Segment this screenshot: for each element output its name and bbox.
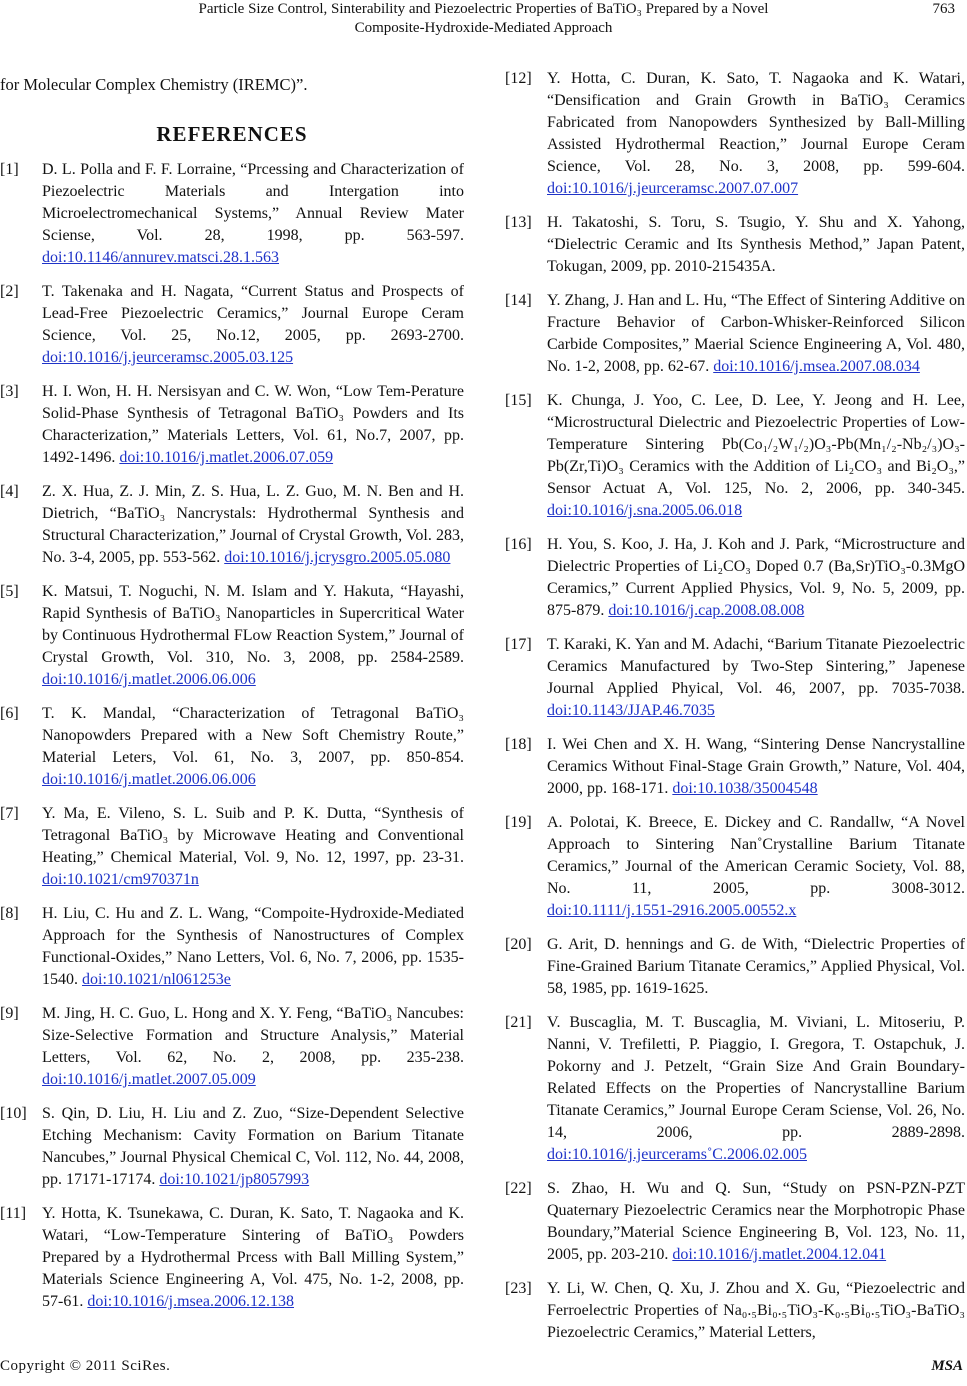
reference-number: [3] — [0, 383, 19, 400]
reference-body — [42, 903, 464, 991]
doi-link[interactable]: doi:10.1016/j.msea.2007.08.034 — [713, 358, 920, 375]
reference-number: [6] — [0, 705, 19, 722]
reference-body — [42, 703, 464, 791]
reference-number: [18] — [505, 736, 532, 753]
reference-body — [547, 1012, 965, 1166]
reference-number: [10] — [0, 1105, 27, 1122]
reference-number: [21] — [505, 1014, 532, 1031]
reference-number: [16] — [505, 536, 532, 553]
reference-body — [547, 290, 965, 378]
reference-body — [547, 1178, 965, 1266]
right-column — [505, 68, 965, 1356]
reference-text: Y. Ma, E. Vileno, S. L. Suib and P. K. Dutta, “Synthesis of Tetragonal BaTiO₃ by Microwave Heating and Conventional Heating,” Chemical Material, Vol. 9, No. 12, 1997, pp. 23-31. — [42, 805, 464, 866]
reference-body — [42, 1103, 464, 1191]
reference-body — [42, 381, 464, 469]
reference-number: [19] — [505, 814, 532, 831]
header-title-line1: Particle Size Control, Sinterability and Piezoelectric Properties of BaTiO₃ Prepared by a Novel — [198, 1, 769, 17]
reference-body — [547, 934, 965, 1000]
reference-text: K. Matsui, T. Noguchi, N. M. Islam and Y. Hakuta, “Hayashi, Rapid Synthesis of BaTiO₃ Nanoparticles in Supercritical Water by Continuous Hydrothermal FLow Reaction System,” Journal of Crystal Growth, Vol. 310, No. 3, 2008, pp. 2584-2589. — [42, 583, 464, 666]
reference-number: [7] — [0, 805, 19, 822]
doi-link[interactable]: doi:10.1016/j.jeurceramsc.2007.07.007 — [547, 180, 799, 197]
reference-number: [8] — [0, 905, 19, 922]
reference-item — [505, 290, 965, 378]
reference-number: [4] — [0, 483, 19, 500]
reference-item — [505, 934, 965, 1000]
copyright-notice: Copyright © 2011 SciRes. — [0, 1358, 171, 1374]
reference-body — [547, 534, 965, 622]
reference-number: [13] — [505, 214, 532, 231]
reference-text: H. Takatoshi, S. Toru, S. Tsugio, Y. Shu and X. Yahong, “Dielectric Ceramic and Its Synthesis Method,” Japan Patent, Tokugan, 2009, pp. 2010-215435A. — [547, 214, 965, 275]
reference-body — [42, 1203, 464, 1313]
reference-body — [547, 734, 965, 800]
reference-item — [0, 381, 464, 469]
reference-body — [547, 634, 965, 722]
reference-body — [42, 803, 464, 891]
reference-item — [0, 581, 464, 691]
reference-list-left — [0, 159, 464, 1313]
reference-item — [505, 1278, 965, 1344]
reference-text: H. You, S. Koo, J. Ha, J. Koh and J. Park, “Microstructure and Dielectric Properties of Li₂CO₃ Doped 0.7 (Ba,Sr)TiO₃-0.3MgO Ceramics,” Current Applied Physics, Vol. 9, No. 5, 2009, pp. 875-879. — [547, 536, 965, 619]
reference-text: H. I. Won, H. H. Nersisyan and C. W. Won, “Low Tem-Perature Solid-Phase Synthesis of Tetragonal BaTiO₃ Powders and Its Characterization,” Materials Letters, Vol. 61, No.7, 2007, pp. 1492-1496. — [42, 383, 464, 466]
page-number: 763 — [932, 1, 955, 17]
reference-item — [0, 1003, 464, 1091]
reference-text: G. Arit, D. hennings and G. de With, “Dielectric Properties of Fine-Grained Barium Titanate Ceramics,” Applied Physical, Vol. 58, 1985, pp. 1619-1625. — [547, 936, 965, 997]
header-title-line2: Composite-Hydroxide-Mediated Approach — [354, 20, 613, 36]
reference-number: [12] — [505, 70, 532, 87]
reference-text: H. Liu, C. Hu and Z. L. Wang, “Compoite-Hydroxide-Mediated Approach for the Synthesis of Nanostructures of Complex Functional-Oxides,” Nano Letters, Vol. 6, No. 7, 2006, pp. 1535-1540. — [42, 905, 464, 988]
reference-body — [42, 481, 464, 569]
reference-item — [0, 1203, 464, 1313]
doi-link[interactable]: doi:10.1016/j.matlet.2006.06.006 — [42, 771, 256, 788]
reference-text: M. Jing, H. C. Guo, L. Hong and X. Y. Feng, “BaTiO₃ Nancubes: Size-Selective Formation and Structure Analysis,” Material Letters, Vol. 62, No. 2, 2008, pp. 235-238. — [42, 1005, 464, 1066]
reference-item — [0, 281, 464, 369]
reference-text: K. Chunga, J. Yoo, C. Lee, D. Lee, Y. Jeong and H. Lee, “Microstructural Dielectric and Piezoelectric Properties of Low-Temperature Sintering Pb(Co₁/₂W₁/₂)O₃-Pb(Mn₁/₂-Nb₂/₃)O₃-Pb(Zr,Ti)O₃ Ceramics with the Addition of Li₂CO₃ and Bi₂O₃,” Sensor Actuat A, Vol. 125, No. 2, 2006, pp. 340-345. — [547, 392, 965, 497]
reference-item — [0, 159, 464, 269]
reference-body — [42, 1003, 464, 1091]
reference-item — [505, 734, 965, 800]
doi-link[interactable]: doi:10.1016/j.jeurceramsc.2005.03.125 — [42, 349, 294, 366]
reference-number: [15] — [505, 392, 532, 409]
doi-link[interactable]: doi:10.1016/j.matlet.2004.12.041 — [672, 1246, 887, 1263]
reference-number: [22] — [505, 1180, 532, 1197]
reference-number: [17] — [505, 636, 532, 653]
reference-item — [505, 68, 965, 200]
left-column — [0, 68, 464, 1325]
reference-body — [42, 581, 464, 691]
reference-item — [0, 903, 464, 991]
doi-link[interactable]: doi:10.1016/j.matlet.2006.07.059 — [119, 449, 334, 466]
reference-number: [11] — [0, 1205, 27, 1222]
reference-body — [547, 68, 965, 200]
reference-text: A. Polotai, K. Breece, E. Dickey and C. Randallw, “A Novel Approach to Sintering Nan˚Crystalline Barium Titanate Ceramics,” Journal of the American Ceramic Society, Vol. 88, No. 11, 2005, pp. 3008-3012. — [547, 814, 965, 897]
doi-link[interactable]: doi:10.1016/j.msea.2006.12.138 — [87, 1293, 294, 1310]
doi-link[interactable]: doi:10.1016/j.matlet.2007.05.009 — [42, 1071, 256, 1088]
reference-text: Y. Hotta, C. Duran, K. Sato, T. Nagaoka and K. Watari, “Densification and Grain Growth in BaTiO₃ Ceramics Fabricated from Nanopowders Synthesized by Ball-Milling Assisted Hydrothermal Reaction,” Journal Europe Ceram Science, Vol. 28, No. 3, 2008, pp. 599-604. — [547, 70, 965, 175]
doi-link[interactable]: doi:10.1038/35004548 — [672, 780, 818, 797]
reference-item — [0, 1103, 464, 1191]
doi-link[interactable]: doi:10.1016/j.matlet.2006.06.006 — [42, 671, 256, 688]
reference-item — [505, 1178, 965, 1266]
reference-body — [42, 281, 464, 369]
journal-abbrev: MSA — [931, 1358, 963, 1374]
doi-link[interactable]: doi:10.1016/j.jeurcerams˚C.2006.02.005 — [547, 1146, 807, 1163]
running-header — [0, 0, 967, 44]
reference-number: [9] — [0, 1005, 19, 1022]
reference-text: T. Karaki, K. Yan and M. Adachi, “Barium Titanate Piezoelectric Ceramics Manufactured by Two-Step Sintering,” Japenese Journal Applied Phyical, Vol. 46, 2007, pp. 7035-7038. — [547, 636, 965, 697]
reference-text: I. Wei Chen and X. H. Wang, “Sintering Dense Nancrystalline Ceramics Without Final-Stage Grain Growth,” Nature, Vol. 404, 2000, pp. 168-171. — [547, 736, 965, 797]
doi-link[interactable]: doi:10.1016/j.cap.2008.08.008 — [608, 602, 805, 619]
reference-text: Z. X. Hua, Z. J. Min, Z. S. Hua, L. Z. Guo, M. N. Ben and H. Dietrich, “BaTiO₃ Nancrystals: Hydrothermal Synthesis and Structural Characterization,” Journal of Crystal Growth, Vol. 283, No. 3-4, 2005, pp. 553-562. — [42, 483, 464, 566]
reference-item — [0, 803, 464, 891]
intro-fragment: for Molecular Complex Chemistry (IREMC)”. — [0, 75, 308, 94]
reference-item — [0, 481, 464, 569]
reference-text: T. K. Mandal, “Characterization of Tetragonal BaTiO₃ Nanopowders Prepared with a New Soft Chemistry Route,” Material Leters, Vol. 61, No. 3, 2007, pp. 850-854. — [42, 705, 464, 766]
reference-body — [547, 1278, 965, 1344]
reference-body — [547, 390, 965, 522]
doi-link[interactable]: doi:10.1111/j.1551-2916.2005.00552.x — [547, 902, 797, 919]
reference-number: [5] — [0, 583, 19, 600]
reference-number: [14] — [505, 292, 532, 309]
reference-body — [42, 159, 464, 269]
reference-text: S. Zhao, H. Wu and Q. Sun, “Study on PSN-PZN-PZT Quaternary Piezoelectric Ceramics near the Morphotropic Phase Boundary,”Material Science Engineering B, Vol. 123, No. 11, 2005, pp. 203-210. — [547, 1180, 965, 1263]
reference-list-right — [505, 68, 965, 1344]
reference-text: T. Takenaka and H. Nagata, “Current Status and Prospects of Lead-Free Piezoelectric Ceramics,” Journal Europe Ceram Science, Vol. 25, No.12, 2005, pp. 2693-2700. — [42, 283, 464, 344]
doi-link[interactable]: doi:10.1021/cm970371n — [42, 871, 199, 888]
doi-link[interactable]: doi:10.1021/nl061253e — [82, 971, 231, 988]
reference-text: Y. Hotta, K. Tsunekawa, C. Duran, K. Sato, T. Nagaoka and K. Watari, “Low-Temperature Sintering of BaTiO₃ Powders Prepared by a Hydrothermal Prcess with Ball Milling System,” Materials Science Engineering A, Vol. 475, No. 1-2, 2008, pp. 57-61. — [42, 1205, 464, 1310]
reference-item — [505, 390, 965, 522]
reference-item — [0, 703, 464, 791]
reference-item — [505, 1012, 965, 1166]
reference-item — [505, 634, 965, 722]
reference-text: Y. Zhang, J. Han and L. Hu, “The Effect of Sintering Additive on Fracture Behavior of Carbon-Whisker-Reinforced Silicon Carbide Composites,” Maerial Science Engineering A, Vol. 480, No. 1-2, 2008, pp. 62-67. — [547, 292, 965, 375]
doi-link[interactable]: doi:10.1016/j.sna.2005.06.018 — [547, 502, 743, 519]
reference-item — [505, 812, 965, 922]
reference-number: [1] — [0, 161, 19, 178]
reference-number: [23] — [505, 1280, 532, 1297]
reference-text: D. L. Polla and F. F. Lorraine, “Prcessing and Characterization of Piezoelectric Materials and Intergation into Microelectromechanical Systems,” Annual Review Mater Sciense, Vol. 28, 1998, pp. 563-597. — [42, 161, 464, 244]
page-footer — [0, 1358, 967, 1380]
reference-number: [2] — [0, 283, 19, 300]
doi-link[interactable]: doi:10.1143/JJAP.46.7035 — [547, 702, 715, 719]
references-heading: REFERENCES — [156, 122, 308, 146]
reference-text: Y. Li, W. Chen, Q. Xu, J. Zhou and X. Gu, “Piezoelectric and Ferroelectric Properties of Na₀.₅Bi₀.₅TiO₃-K₀.₅Bi₀.₅TiO₃-BaTiO₃ Piezoelectric Ceramics,” Material Letters, — [547, 1280, 965, 1341]
reference-text: S. Qin, D. Liu, H. Liu and Z. Zuo, “Size-Dependent Selective Etching Mechanism: Cavity Formation on Barium Titanate Nancubes,” Journal Physical Chemical C, Vol. 112, No. 44, 2008, pp. 17171-17174. — [42, 1105, 464, 1188]
reference-body — [547, 812, 965, 922]
reference-text: V. Buscaglia, M. T. Buscaglia, M. Viviani, L. Mitoseriu, P. Nanni, V. Trefiletti, P. Piaggio, I. Gregora, T. Ostapchuk, J. Pokorny and J. Petzelt, “Grain Size And Grain Boundary-Related Effects on the Properties of Nancrystalline Barium Titanate Ceramics,” Journal Europe Ceram Sciense, Vol. 26, No. 14, 2006, pp. 2889-2898. — [547, 1014, 965, 1141]
reference-item — [505, 534, 965, 622]
reference-item — [505, 212, 965, 278]
doi-link[interactable]: doi:10.1016/j.jcrysgro.2005.05.080 — [224, 549, 451, 566]
doi-link[interactable]: doi:10.1146/annurev.matsci.28.1.563 — [42, 249, 279, 266]
reference-body — [547, 212, 965, 278]
doi-link[interactable]: doi:10.1021/jp8057993 — [159, 1171, 310, 1188]
reference-number: [20] — [505, 936, 532, 953]
